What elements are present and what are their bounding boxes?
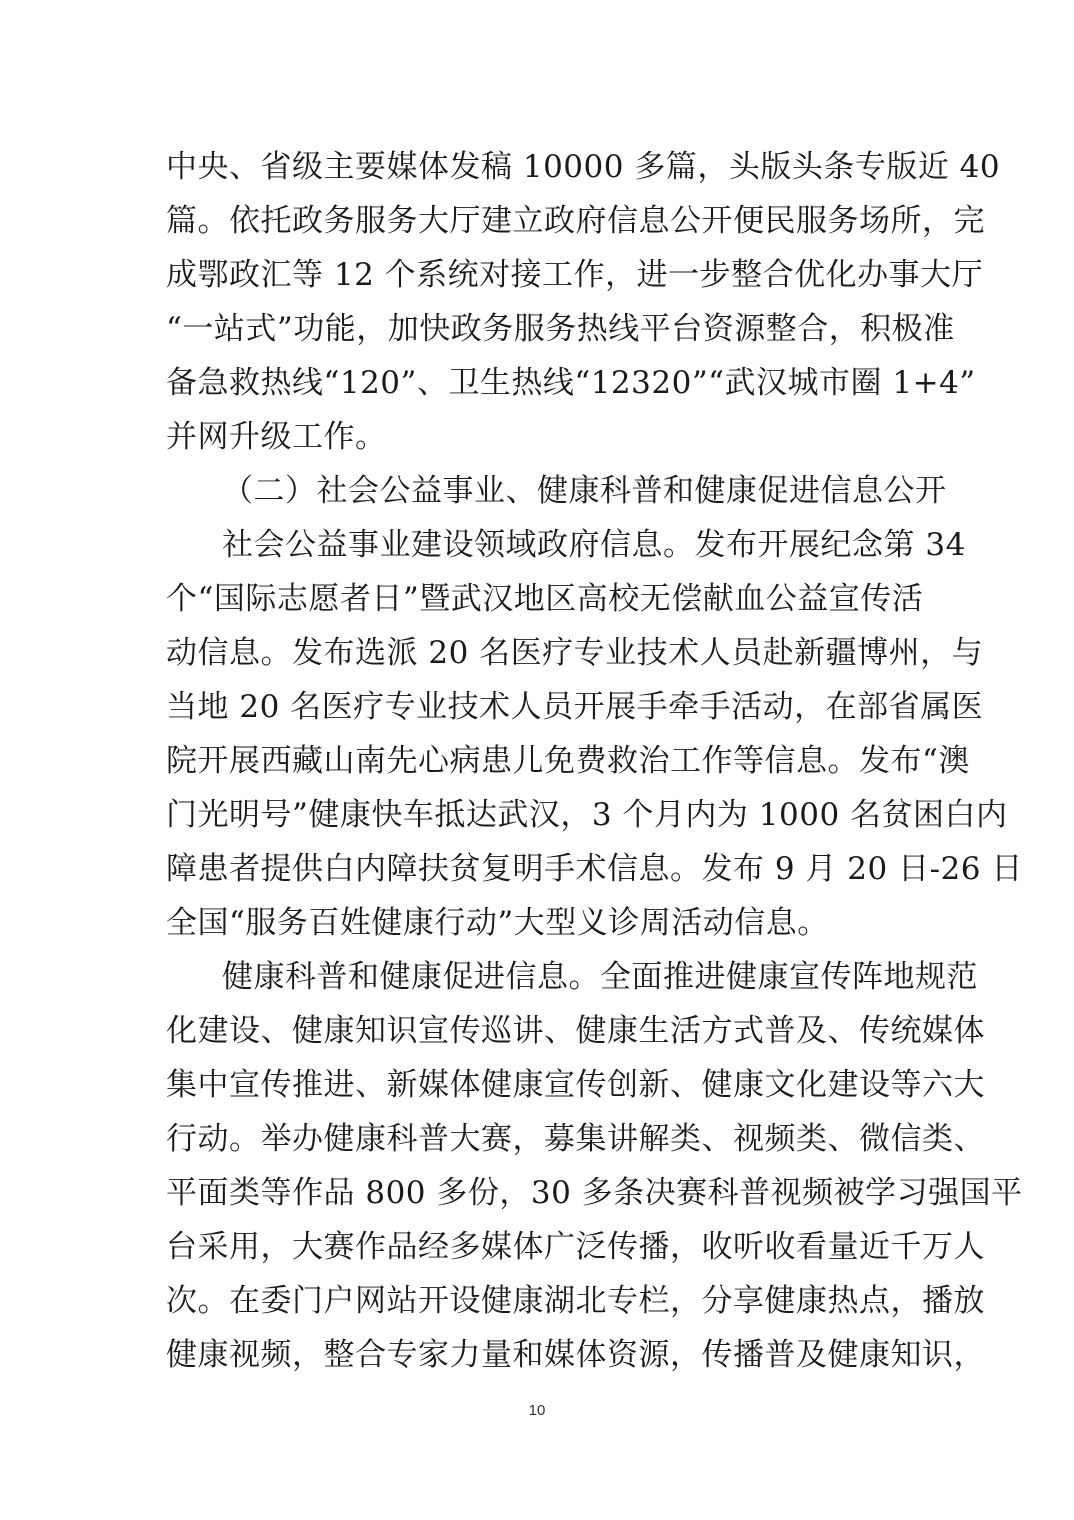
paragraph-line: 障患者提供白内障扶贫复明手术信息。发布 9 月 20 日-26 日 xyxy=(166,851,1023,887)
paragraph-line: 次。在委门户网站开设健康湖北专栏，分享健康热点，播放 xyxy=(166,1283,985,1319)
section-heading: （二）社会公益事业、健康科普和健康促进信息公开 xyxy=(222,473,947,509)
paragraph-line: 当地 20 名医疗专业技术人员开展手牵手活动，在部省属医 xyxy=(166,689,984,725)
paragraph-line: 篇。依托政务服务大厅建立政府信息公开便民服务场所，完 xyxy=(166,203,985,239)
paragraph-line: 平面类等作品 800 多份，30 多条决赛科普视频被学习强国平 xyxy=(166,1175,1023,1211)
paragraph-line: 并网升级工作。 xyxy=(166,419,387,455)
page-number: 10 xyxy=(528,1402,546,1419)
paragraph-line: 动信息。发布选派 20 名医疗专业技术人员赴新疆博州，与 xyxy=(166,635,984,671)
paragraph-line: 中央、省级主要媒体发稿 10000 多篇，头版头条专版近 40 xyxy=(166,149,1001,185)
paragraph-line: 备急救热线“120”、卫生热线“12320”“武汉城市圈 1+4” xyxy=(166,365,976,401)
paragraph-line: 全国“服务百姓健康行动”大型义诊周活动信息。 xyxy=(166,905,829,941)
paragraph-line: 成鄂政汇等 12 个系统对接工作，进一步整合优化办事大厅 xyxy=(166,257,984,293)
paragraph-line: 社会公益事业建设领域政府信息。发布开展纪念第 34 xyxy=(222,527,966,563)
paragraph-line: 集中宣传推进、新媒体健康宣传创新、健康文化建设等六大 xyxy=(166,1067,985,1103)
paragraph-line: 健康科普和健康促进信息。全面推进健康宣传阵地规范 xyxy=(222,959,978,995)
paragraph-line: “一站式”功能，加快政务服务热线平台资源整合，积极准 xyxy=(166,311,955,347)
paragraph-line: 门光明号”健康快车抵达武汉，3 个月内为 1000 名贫困白内 xyxy=(166,797,1008,833)
paragraph-line: 院开展西藏山南先心病患儿免费救治工作等信息。发布“澳 xyxy=(166,743,970,779)
paragraph-line: 行动。举办健康科普大赛，募集讲解类、视频类、微信类、 xyxy=(166,1121,985,1157)
paragraph-line: 个“国际志愿者日”暨武汉地区高校无偿献血公益宣传活 xyxy=(166,581,924,617)
paragraph-line: 化建设、健康知识宣传巡讲、健康生活方式普及、传统媒体 xyxy=(166,1013,985,1049)
paragraph-line: 健康视频，整合专家力量和媒体资源，传播普及健康知识， xyxy=(166,1337,985,1373)
paragraph-line: 台采用，大赛作品经多媒体广泛传播，收听收看量近千万人 xyxy=(166,1229,985,1265)
